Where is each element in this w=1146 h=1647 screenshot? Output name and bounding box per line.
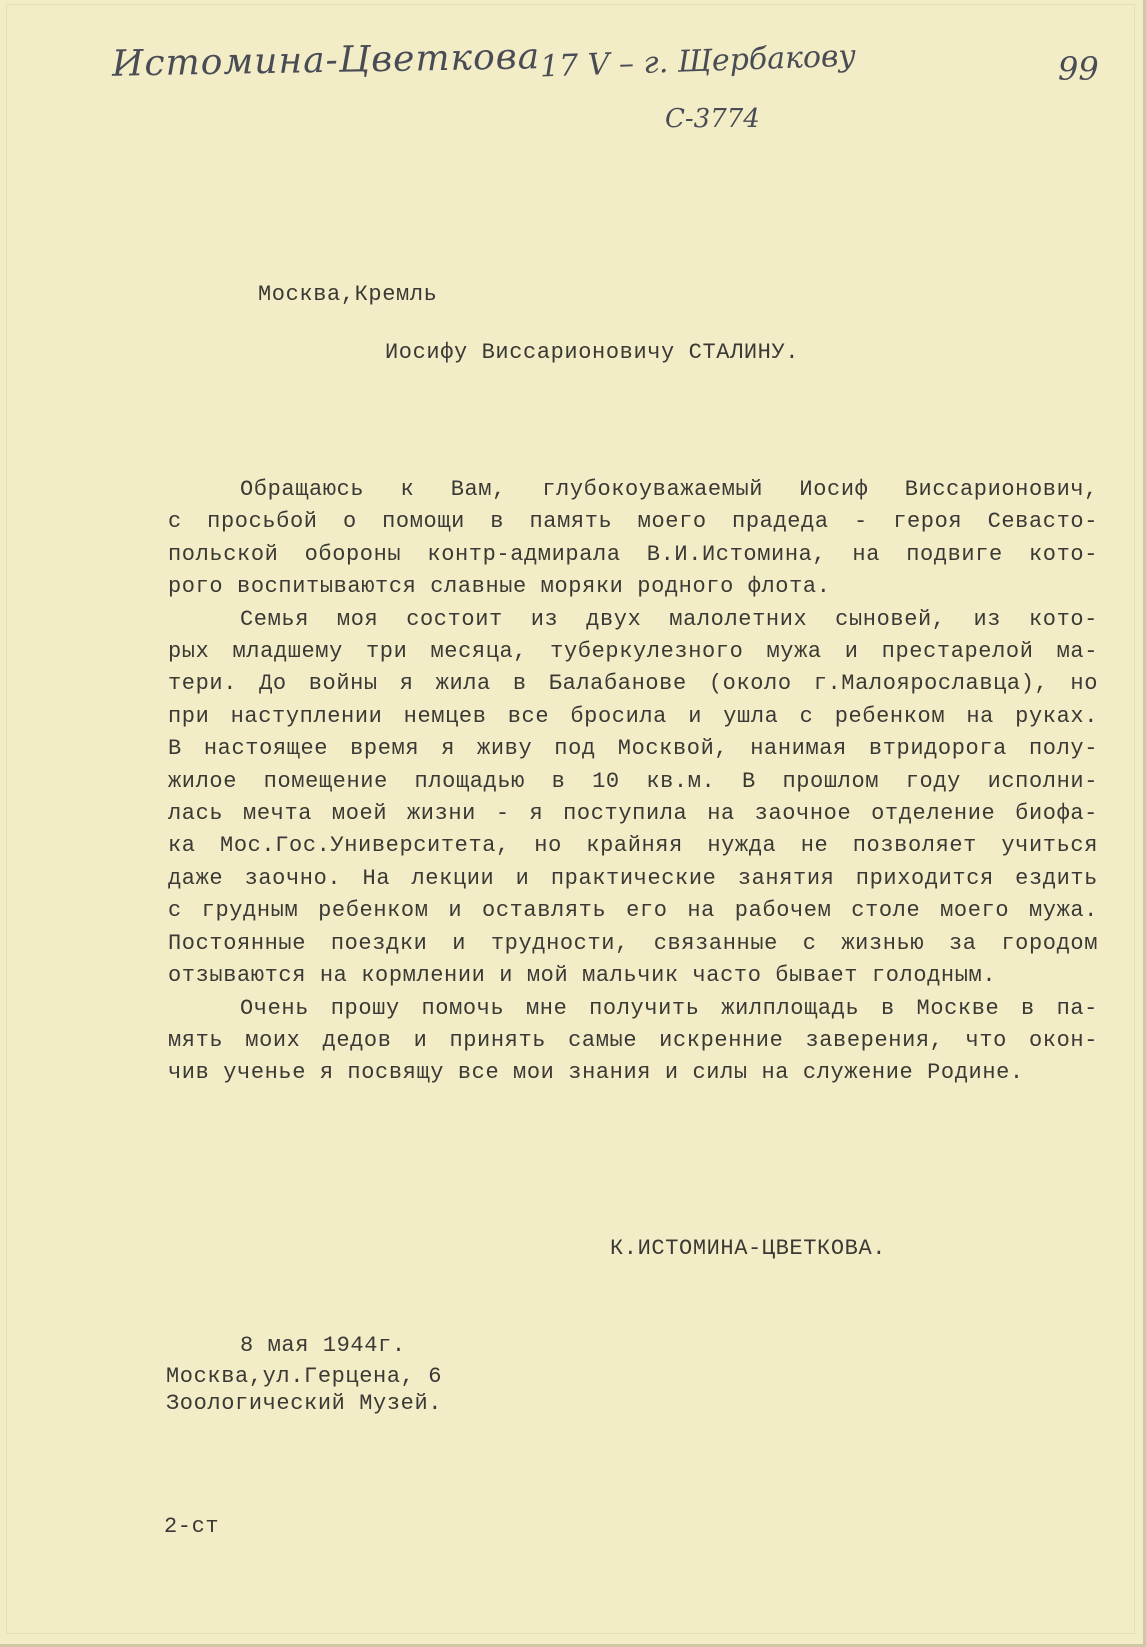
body-line: Очень прошу помочь мне получить жилплощадь в Москве в па- xyxy=(240,995,1098,1021)
handwritten-name: Истомина-Цветкова xyxy=(111,36,541,85)
body-line: мять моих дедов и принять самые искренние заверения, что окон- xyxy=(168,1027,1098,1053)
letter-date: 8 мая 1944г. xyxy=(240,1333,406,1358)
address-city: Москва,Кремль xyxy=(258,282,438,307)
body-line: с просьбой о помощи в память моего прадеда - героя Севасто- xyxy=(168,509,1098,535)
body-line: рых младшему три месяца, туберкулезного мужа и престарелой ма- xyxy=(168,639,1098,665)
sender-address-line: Зоологический Музей. xyxy=(166,1391,443,1416)
body-line: с грудным ребенком и оставлять его на рабочем столе моего мужа. xyxy=(168,898,1098,924)
body-line: рого воспитываются славные моряки родного флота. xyxy=(168,574,831,600)
body-line: даже заочно. На лекции и практические занятия приходится ездить xyxy=(168,865,1098,891)
handwritten-routing-note: 17 V – г. Щербакову xyxy=(539,38,857,85)
handwritten-page-number: 99 xyxy=(1058,50,1099,88)
body-line: Постоянные поездки и трудности, связанные с жизнью за городом xyxy=(168,930,1098,956)
body-line: лась мечта моей жизни - я поступила на заочное отделение биофа- xyxy=(168,801,1098,827)
handwritten-reference-code: С-3774 xyxy=(665,104,760,134)
letter-body xyxy=(168,474,1098,1090)
body-line: Обращаюсь к Вам, глубокоуважаемый Иосиф Виссарионович, xyxy=(240,477,1098,502)
body-line: польской обороны контр-адмирала В.И.Истомина, на подвиге кото- xyxy=(168,541,1098,567)
body-line: жилое помещение площадью в 10 кв.м. В прошлом году исполни- xyxy=(168,768,1098,794)
body-line: В настоящее время я живу под Москвой, нанимая втридорога полу- xyxy=(168,736,1098,762)
body-line: тери. До войны я жила в Балабанове (около г.Малоярославца), но xyxy=(168,671,1098,697)
body-line: Семья моя состоит из двух малолетних сыновей, из кото- xyxy=(240,606,1098,632)
body-line: чив ученье я посвящу все мои знания и силы на служение Родине. xyxy=(168,1060,1024,1086)
address-recipient: Иосифу Виссарионовичу СТАЛИНУ. xyxy=(385,340,800,365)
body-line: отзываются на кормлении и мой мальчик часто бывает голодным. xyxy=(168,963,997,989)
copies-note: 2-ст xyxy=(164,1514,220,1539)
body-line: при наступлении немцев все бросила и ушла с ребенком на руках. xyxy=(168,703,1098,729)
signature: К.ИСТОМИНА-ЦВЕТКОВА. xyxy=(610,1236,887,1261)
body-line: ка Мос.Гос.Университета, но крайняя нужда не позволяет учиться xyxy=(168,833,1098,859)
sender-address-line: Москва,ул.Герцена, 6 xyxy=(166,1364,443,1389)
